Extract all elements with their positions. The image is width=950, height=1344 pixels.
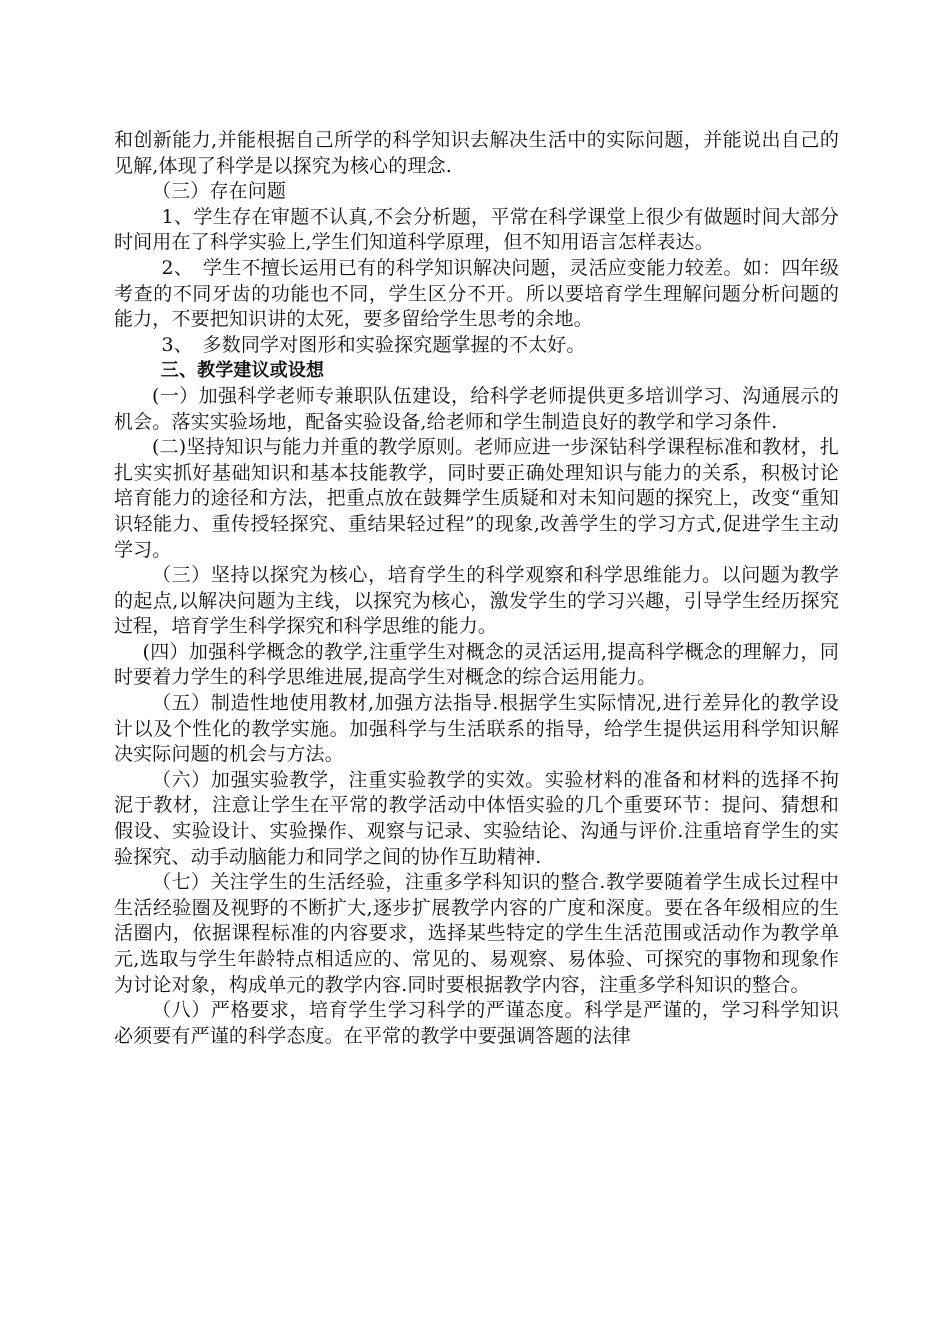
problem-item-3: 3、 多数同学对图形和实验探究题掌握的不太好。: [161, 333, 586, 356]
problem-item-1: 1、学生存在审题不认真,不会分析题，平常在科学课堂上很少有做题时间大部分时间用在了科学实验上,学生们知道科学原理，但不知用语言怎样表达。: [114, 205, 839, 254]
document-body: [114, 128, 839, 1049]
section-heading-suggestions: 三、教学建议或设想: [160, 360, 325, 382]
problem-item-2: 2、 学生不擅长运用已有的科学知识解决问题，灵活应变能力较差。如：四年级考查的不同牙齿的功能也不同，学生区分不开。所以要培育学生理解问题分析问题的能力，不要把知识讲的太死，要多留给学生思考的余地。: [114, 256, 839, 331]
suggestion-item-5: （五）制造性地使用教材,加强方法指导.根据学生实际情况,进行差异化的教学设计以及个性化的教学实施。加强科学与生活联系的指导，给学生提供运用科学知识解决实际问题的机会与方法。: [114, 692, 839, 766]
paragraph-continuation: 和创新能力,并能根据自己所学的科学知识去解决生活中的实际问题，并能说出自己的见解,体现了科学是以探究为核心的理念.: [114, 129, 839, 177]
suggestion-item-2: (二)坚持知识与能力并重的教学原则。老师应进一步深钻科学课程标准和教材，扎扎实实抓好基础知识和基本技能教学，同时要正确处理知识与能力的关系，积极讨论培育能力的途径和方法，把重点放在鼓舞学生质疑和对未知问题的探究上，改变“重知识轻能力、重传授轻探究、重结果轻过程”的现象,改善学生的学习方式,促进学生主动学习。: [114, 436, 839, 561]
section-heading-problems: （三）存在问题: [152, 180, 287, 203]
suggestion-item-6: （六）加强实验教学，注重实验教学的实效。实验材料的准备和材料的选择不拘泥于教材，注意让学生在平常的教学活动中体悟实验的几个重要环节：提问、猜想和假设、实验设计、实验操作、观察与记录、实验结论、沟通与评价.注重培育学生的实验探究、动手动脑能力和同学之间的协作互助精神.: [114, 768, 839, 868]
suggestion-item-8: （八）严格要求，培育学生学习科学的严谨态度。科学是严谨的，学习科学知识必须要有严谨的科学态度。在平常的教学中要强调答题的法律: [114, 999, 839, 1047]
suggestion-item-7: （七）关注学生的生活经验，注重多学科知识的整合.教学要随着学生成长过程中生活经验圈及视野的不断扩大,逐步扩展教学内容的广度和深度。要在各年级相应的生活圈内，依据课程标准的内容要求，选择某些特定的学生生活范围或活动作为教学单元,选取与学生年龄特点相适应的、常见的、易观察、易体验、可探究的事物和现象作为讨论对象，构成单元的教学内容.同时要根据教学内容，注重多学科知识的整合。: [114, 871, 839, 996]
suggestion-item-3: （三）坚持以探究为核心，培育学生的科学观察和科学思维能力。以问题为教学的起点,以解决问题为主线，以探究为核心，激发学生的学习兴趣，引导学生经历探究过程，培育学生科学探究和科学思维的能力。: [114, 564, 839, 638]
suggestion-item-4: (四）加强科学概念的教学,注重学生对概念的灵活运用,提高科学概念的理解力，同时要着力学生的科学思维进展,提高学生对概念的综合运用能力。: [114, 640, 839, 689]
suggestion-item-1: (一）加强科学老师专兼职队伍建设，给科学老师提供更多培训学习、沟通展示的机会。落实实验场地，配备实验设备,给老师和学生制造良好的教学和学习条件.: [114, 384, 839, 433]
